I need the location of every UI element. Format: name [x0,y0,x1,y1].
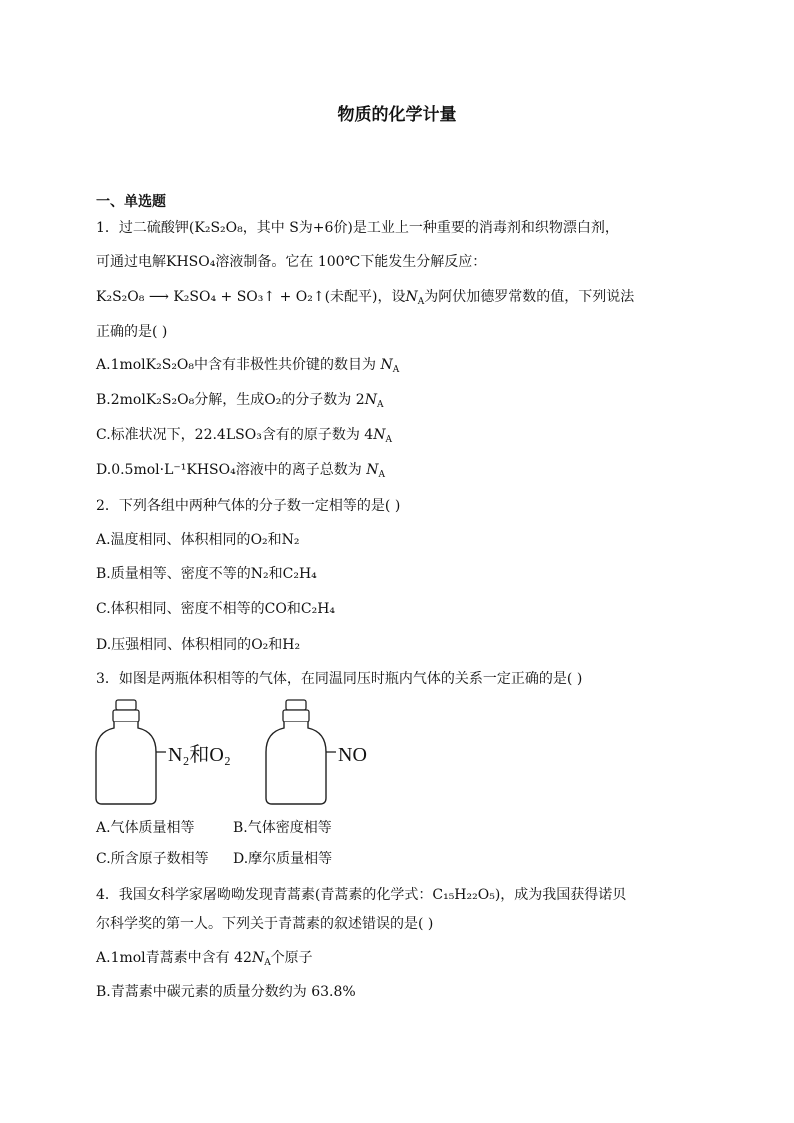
bottle-2-label: NO [338,744,367,766]
q2-option-d: D.压强相同、体积相同的O₂和H₂ [96,637,301,653]
q2-stem: 2．下列各组中两种气体的分子数一定相等的是( ) [96,498,401,514]
q4-option-b: B.青蒿素中碳元素的质量分数约为 63.8% [96,984,356,1000]
q1-option-c: C.标准状况下，22.4LSO₃含有的原子数为 $4N_A$ [96,427,392,445]
q2-option-a: A.温度相同、体积相同的O₂和N₂ [96,532,300,548]
formula-k2s2o8: K₂S₂O₈ [194,220,243,236]
q3-options-row-2 [96,849,356,869]
q4-line-2: 尔科学奖的第一人。下列关于青蒿素的叙述错误的是( ) [96,916,434,932]
q2-option-c: C.体积相同、密度不相等的CO和C₂H₄ [96,601,336,617]
bottle-1 [96,700,231,804]
page-title: 物质的化学计量 [337,105,457,125]
formula-artemisinin: C₁₅H₂₂O₅ [432,887,495,903]
q3-stem: 3．如图是两瓶体积相等的气体，在同温同压时瓶内气体的关系一定正确的是( ) [96,671,583,687]
q1-line-3: K₂S₂O₈ ⟶ K₂SO₄ + SO₃↑ + O₂↑(未配平)，设$N_A$为阿伏加德罗常数的值，下列说法 [96,289,635,307]
q3-option-d: D.摩尔质量相等 [233,851,333,867]
q1-option-a: A.1molK₂S₂O₈中含有非极性共价键的数目为 $N_A$ [96,357,400,375]
q3-options-row-1 [96,818,356,838]
q1-line-2: 可通过电解KHSO₄溶液制备。它在 100℃下能发生分解反应： [96,254,487,270]
q1-line-4: 正确的是( ) [96,324,168,340]
q1-line-1: 1．过二硫酸钾(K₂S₂O₈，其中 S为+6价)是工业上一种重要的消毒剂和织物漂白剂， [96,220,619,236]
bottle-1-label: N₂和O₂ [168,744,231,766]
bottle-2 [266,700,367,804]
q4-line-1: 4．我国女科学家屠呦呦发现青蒿素(青蒿素的化学式：C₁₅H₂₂O₅)，成为我国获得诺贝 [96,887,627,903]
gas-bottles-figure [90,698,410,808]
q3-option-c: C.所含原子数相等 [96,851,209,867]
q3-option-a: A.气体质量相等 [96,820,195,836]
formula-khso4: KHSO₄ [166,254,216,270]
q1-option-b: B.2molK₂S₂O₈分解，生成O₂的分子数为 $2N_A$ [96,392,384,410]
q3-option-b: B.气体密度相等 [233,820,332,836]
formula-s: S [289,220,299,236]
section-heading: 一、单选题 [96,194,166,210]
q2-option-b: B.质量相等、密度不等的N₂和C₂H₄ [96,566,317,582]
q1-option-d: D.0.5mol·L⁻¹KHSO₄溶液中的离子总数为 $N_A$ [96,462,385,480]
reaction-equation: K₂S₂O₈ ⟶ K₂SO₄ + SO₃↑ + O₂↑ [96,289,325,305]
q4-option-a: A.1mol青蒿素中含有 $42N_A$个原子 [96,950,313,968]
